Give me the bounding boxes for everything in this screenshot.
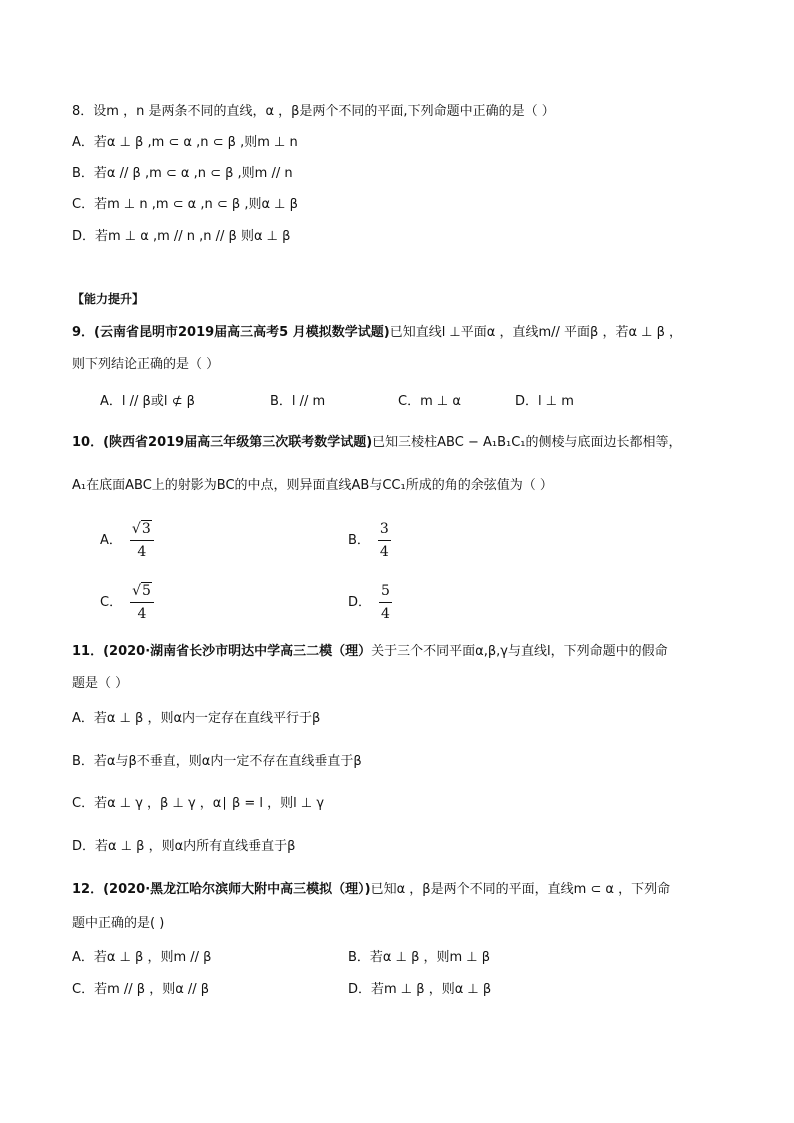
fraction-denominator: 4 [379,544,389,560]
question-10-option-b [348,520,391,561]
question-11-stem-line2: 题是（ ） [72,676,129,691]
question-12-option-d: D．若m ⊥ β ，则α ⊥ β [348,982,492,997]
fraction-numerator: 5 [142,583,151,599]
question-11-option-b: B．若α与β不垂直，则α内一定不存在直线垂直于β [72,754,362,769]
option-label: A． [100,533,122,548]
question-10-stem [72,433,682,453]
question-11-option-c: C．若α ⊥ γ ，β ⊥ γ ，α∣ β = l ，则l ⊥ γ [72,796,325,811]
question-12-stem [72,880,670,900]
question-12-option-b: B．若α ⊥ β ，则m ⊥ β [348,950,491,965]
fraction-numerator: 3 [378,520,391,541]
question-8-option-d: D．若m ⊥ α ,m // n ,n // β 则α ⊥ β [72,229,291,244]
fraction [130,520,154,561]
question-9-stem-text: 已知直线l ⊥平面α ，直线m// 平面β ，若α ⊥ β ， [389,325,683,340]
question-11-source: 11．(2020·湖南省长沙市明达中学高三二模（理） [72,644,372,659]
question-9-option-c: C．m ⊥ α [398,394,461,409]
question-12-stem-line2: 题中正确的是( ) [72,916,165,931]
question-11-stem [72,642,668,662]
question-10-option-d [348,582,392,623]
option-label: D． [348,595,372,610]
question-9-stem [72,323,682,343]
question-11-option-d: D．若α ⊥ β ，则α内所有直线垂直于β [72,839,296,854]
question-11-option-a: A．若α ⊥ β ，则α内一定存在直线平行于β [72,711,321,726]
question-10-stem-line2: A₁在底面ABC上的射影为BC的中点，则异面直线AB与CC₁所成的角的余弦值为（ ） [72,478,553,493]
question-9-option-a: A．l // β或l ⊄ β [100,394,195,409]
question-10-option-a [100,520,154,561]
question-10-stem-text: 已知三棱柱ABC − A₁B₁C₁的侧棱与底面边长都相等， [372,435,682,450]
question-10-source: 10．(陕西省2019届高三年级第三次联考数学试题) [72,435,373,450]
fraction [379,582,392,623]
question-9-source: 9．(云南省昆明市2019届高三高考5 月模拟数学试题) [72,325,390,340]
fraction-denominator: 4 [381,606,390,622]
question-8-option-a: A．若α ⊥ β ,m ⊂ α ,n ⊂ β ,则m ⊥ n [72,135,298,150]
fraction [130,582,154,623]
question-12-option-c: C．若m // β ，则α // β [72,982,210,997]
fraction-numerator: 5 [379,582,392,603]
option-label: B． [348,533,370,548]
question-10-option-c [100,582,154,623]
question-12-option-a: A．若α ⊥ β ，则m // β [72,950,212,965]
question-9-option-b: B．l // m [270,394,326,409]
sqrt-symbol: √ [132,583,141,599]
section-label: 【能力提升】 [72,292,145,306]
fraction-numerator: 3 [141,521,151,537]
question-12-stem-text: 已知α ，β是两个不同的平面，直线m ⊂ α ，下列命 [370,882,671,897]
fraction [378,520,391,561]
sqrt-symbol: √ [131,521,141,537]
question-11-stem-text: 关于三个不同平面α,β,γ与直线l，下列命题中的假命 [371,644,668,659]
question-12-source: 12．(2020·黑龙江哈尔滨师大附中高三模拟（理）) [72,882,371,897]
fraction-denominator: 4 [137,606,147,622]
question-8-stem: 8．设m ，n 是两条不同的直线，α ，β是两个不同的平面,下列命题中正确的是（ ） [72,104,555,119]
question-9-option-d: D．l ⊥ m [515,394,574,409]
question-8-option-c: C．若m ⊥ n ,m ⊂ α ,n ⊂ β ,则α ⊥ β [72,197,298,212]
question-8-option-b: B．若α // β ,m ⊂ α ,n ⊂ β ,则m // n [72,166,293,181]
option-label: C． [100,595,123,610]
question-9-stem-line2: 则下列结论正确的是（ ） [72,357,220,372]
fraction-denominator: 4 [137,544,147,560]
